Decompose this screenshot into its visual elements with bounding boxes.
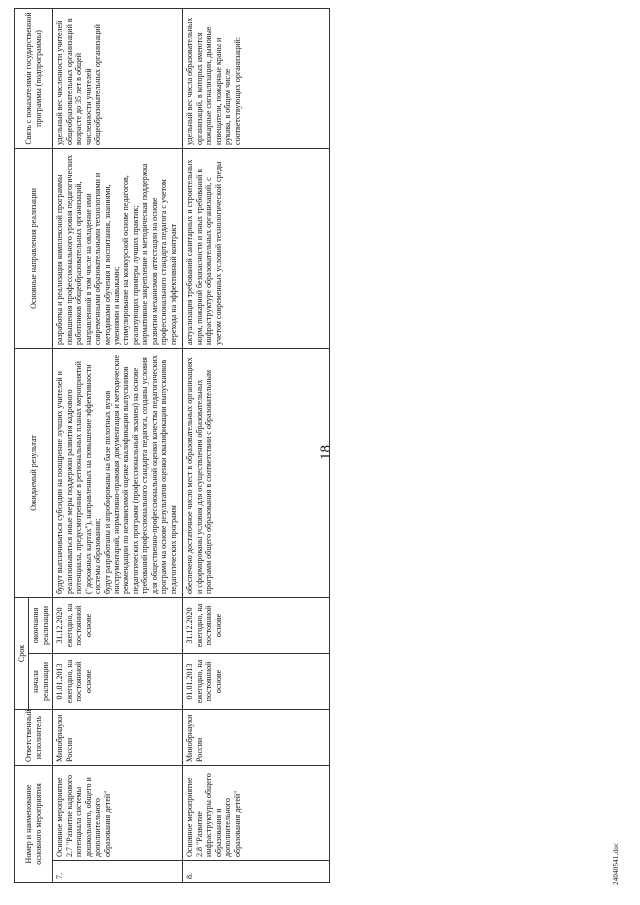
row-number: 7. [53, 861, 183, 883]
responsible-executor: Минобрнауки России [53, 709, 183, 765]
main-directions: разработка и реализация комплексной программы повышения профессионального уровня педагогических работников общеобразовательных организаций, направленной в том числе на овладение ими современными образовательными технологиями и методиками обучения и воспитания, знаниями, умениями и навыками; стимулирование на конкурсной основе педагогов, реализующих примеры лучших практик; нормативное закрепление и методическая поддержка развития механизмов аттестации на основе профессионального стандарта педагога с учетом перехода на эффективный контракт [53, 148, 183, 348]
measure-name: Основное мероприятие 2.8 "Развитие инфраструктуры общего образования и дополнительного образования детей" [183, 765, 330, 860]
table-header [15, 8, 53, 882]
program-indicators: удельный вес числа образовательных организаций, в которых имеются пожарные сигнализации, дымовые извещатели, пожарные краны и рукава, в общем числе соответствующих организаций: [183, 8, 330, 148]
header-period: Срок [15, 597, 29, 709]
responsible-executor: Минобрнауки России [183, 709, 330, 765]
table-row [53, 8, 183, 882]
document-code: 24040541.doc [612, 842, 620, 885]
header-period-end: окончания реализации [29, 597, 53, 653]
expected-result: обеспечено достаточное число мест в образовательных организациях и сформированы условия для осуществления образовательных программ общего образования в соответствии с образовательным [183, 348, 330, 597]
measure-name: Основное мероприятие 2.7 "Развитие кадрового потенциала системы дошкольного, общего и дополнительного образования детей" [53, 765, 183, 860]
period-end: 31.12.2020 ежегодно, на постоянной основе [53, 597, 183, 653]
period-end: 31.12.2020 ежегодно, на постоянной основе [183, 597, 330, 653]
header-link-indicators: Связь с показателями государственной программы (подпрограммы) [15, 8, 53, 148]
main-directions: актуализация требований санитарных и строительных норм, пожарной безопасности и иных требований к инфраструктуре образовательных организаций, с учетом современных условий технологической среды [183, 148, 330, 348]
header-period-begin: начала реализации [29, 653, 53, 709]
header-number-name: Номер и наименование основного мероприятия [15, 765, 53, 882]
header-responsible: Ответственный исполнитель [15, 709, 53, 765]
period-begin: 01.01.2013 ежегодно, на постоянной основе [53, 653, 183, 709]
header-expected-result: Ожидаемый результат [15, 348, 53, 597]
measures-table [14, 8, 330, 883]
row-number: 8. [183, 861, 330, 883]
expected-result: будут выплачиваться субсидии на поощрение лучших учителей и реализовываться иные меры поддержки развития кадрового потенциала, предусмотренные в региональных планах мероприятий ("дорожных картах"), направленных на повышение эффективности системы образования; будут разработаны и апробированы на базе пилотных вузов инструментарий, нормативно-правовая документация и методические рекомендации по независимой оценке квалификации выпускников педагогических программ (профессиональный экзамен) на основе требований профессионального стандарта педагога, созданы условия для общественно-профессиональной оценки качества педагогических программ на основе результатов оценки квалификации выпускников педагогических программ [53, 348, 183, 597]
page-number: 18 [318, 445, 334, 460]
table-row [183, 8, 330, 882]
program-indicators: удельный вес численности учителей общеобразовательных организаций в возрасте до 35 лет в общей численности учителей общеобразовательных организаций [53, 8, 183, 148]
period-begin: 01.01.2013 ежегодно, на постоянной основе [183, 653, 330, 709]
header-main-directions: Основные направления реализации [15, 148, 53, 348]
